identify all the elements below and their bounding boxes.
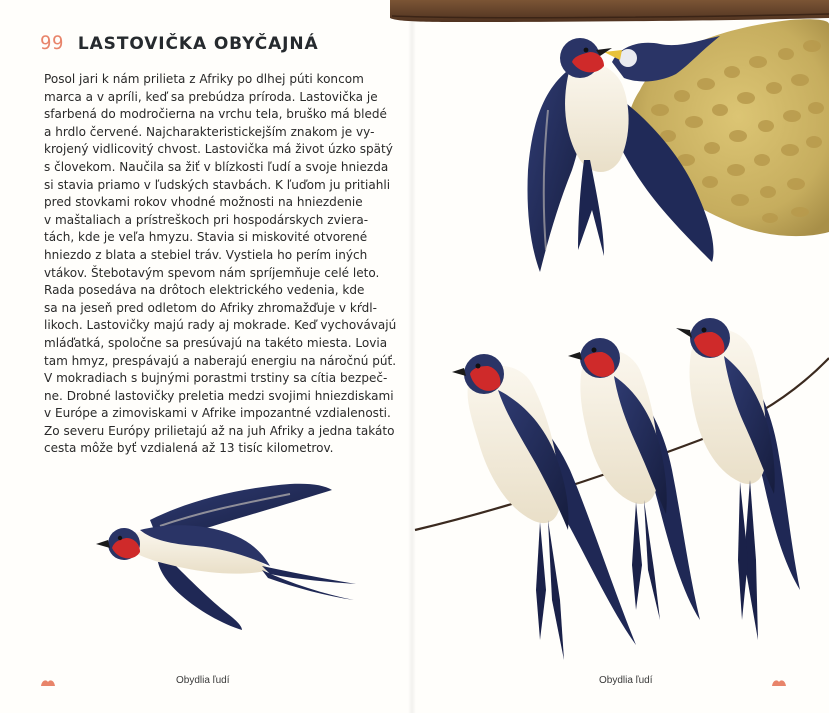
page-number: 99 bbox=[40, 32, 64, 54]
paragraph-line: s človekom. Naučila sa žiť v blízkosti ľudí a svoje hniezda bbox=[44, 159, 389, 174]
flying-swallow-illustration bbox=[96, 484, 356, 630]
page-corner-icon bbox=[772, 680, 786, 686]
paragraph-line: vtákov. Štebotavým spevom nám spríjemňuje celé leto. bbox=[44, 265, 380, 280]
paragraph-line: V mokradiach s bujnými porastmi trstiny sa cítia bezpeč- bbox=[44, 371, 388, 386]
paragraph-line: likoch. Lastovičky majú rady aj mokrade. Keď vychovávajú bbox=[44, 318, 397, 333]
paragraph-line: ne. Drobné lastovičky preletia medzi svojimi hniezdiskami bbox=[44, 388, 394, 403]
paragraph-line: hniezdo z blata a stebiel tráv. Vystiela ho perím iných bbox=[44, 247, 368, 262]
footer-section-left: Obydlia ľudí bbox=[176, 675, 230, 686]
page-corner-icon bbox=[41, 680, 55, 686]
paragraph-line: Posol jari k nám prilieta z Afriky po dlhej púti koncom bbox=[44, 72, 364, 86]
paragraph-line: tách, kde je veľa hmyzu. Stavia si miskovité otvorené bbox=[44, 230, 368, 245]
paragraph-line: si stavia priamo v ľudských stavbách. K ľuďom ju pritiahli bbox=[44, 177, 391, 192]
paragraph-line: sfarbená do modročierna na vrchu tela, bruško má bledé bbox=[44, 107, 387, 122]
wooden-beam bbox=[390, 0, 829, 22]
paragraph-line: a hrdlo červené. Najcharakteristickejším znakom je vy- bbox=[44, 124, 375, 139]
paragraph-line: mláďatká, spoločne sa presúvajú na takéto miesta. Lovia bbox=[44, 335, 388, 350]
paragraph-line: Zo severu Európy prilietajú až na juh Afriky a jedna takáto bbox=[44, 423, 395, 438]
paragraph-line: tam hmyz, prespávajú a naberajú energiu na náročnú púť. bbox=[44, 353, 397, 368]
paragraph-line: Rada posedáva na drôtoch elektrického vedenia, kde bbox=[44, 283, 365, 298]
paragraph-line: cesta môže byť vzdialená až 13 tisíc kilometrov. bbox=[44, 441, 334, 456]
paragraph-line: pred stovkami rokov vhodné možnosti na hniezdenie bbox=[44, 195, 363, 210]
page-title: LASTOVIČKA OBYČAJNÁ bbox=[77, 34, 319, 54]
paragraph-line: krojený vidlicovitý chvost. Lastovička má život úzko spätý bbox=[44, 142, 393, 157]
perched-swallow-3 bbox=[676, 318, 800, 640]
paragraph-line: marca a v apríli, keď sa prebúdza príroda. Lastovička je bbox=[44, 89, 378, 104]
paragraph-line: v Európe a zimoviskami v Afrike impozantné vzdialenosti. bbox=[44, 406, 391, 421]
paragraph-line: v maštaliach a prístreškoch pri hospodárskych zviera- bbox=[44, 212, 369, 227]
footer-section-right: Obydlia ľudí bbox=[599, 675, 653, 686]
paragraph-line: sa na jeseň pred odletom do Afriky zhromažďuje v kŕdl- bbox=[44, 300, 377, 315]
